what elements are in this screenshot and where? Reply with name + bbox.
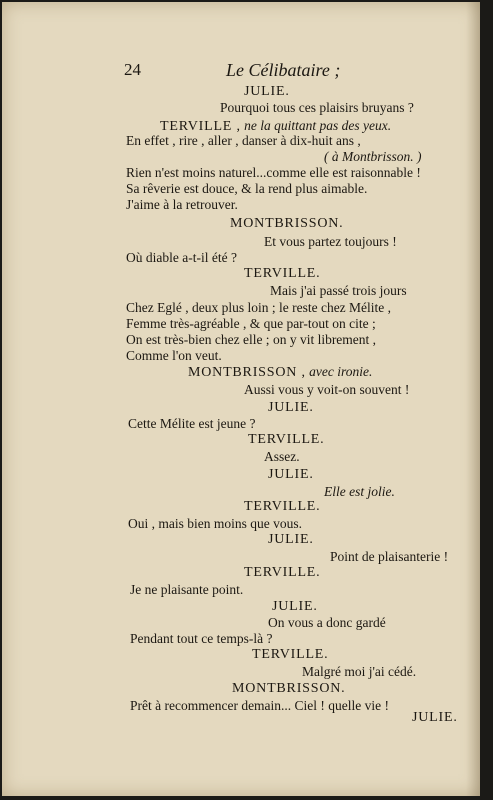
verse-line: Sa rêverie est douce, & la rend plus aimable. [126,181,368,196]
page-edge-shadow [466,2,480,796]
stage-direction: ne la quittant pas des yeux. [240,118,392,133]
speaker-name: JULIE. [268,532,314,547]
verse-line: Prêt à recommencer demain... Ciel ! quelle vie ! [130,698,390,713]
speaker-name: TERVILLE. [244,565,321,580]
page-number: 24 [124,60,141,79]
verse-line: Pendant tout ce temps-là ? [130,631,273,646]
speaker-name: TERVILLE. [252,647,329,662]
verse-line: On est très-bien chez elle ; on y vit librement , [126,332,377,347]
verse-line: Je ne plaisante point. [130,582,244,597]
speaker-name: MONTBRISSON , [188,365,306,380]
stage-direction: ( à Montbrisson. ) [324,149,422,164]
book-page [2,2,480,796]
running-title: Le Célibataire ; [226,60,341,80]
verse-line: Où diable a-t-il été ? [126,250,237,265]
verse-line: Rien n'est moins naturel...comme elle est raisonnable ! [126,165,421,180]
speaker-name: TERVILLE. [244,499,321,514]
verse-line: Elle est jolie. [324,484,395,499]
verse-line: On vous a donc gardé [268,615,386,630]
verse-line: Malgré moi j'ai cédé. [302,664,417,679]
verse-line: Assez. [264,449,300,464]
verse-line: Comme l'on veut. [126,348,222,363]
speaker-name: TERVILLE. [244,266,321,281]
speaker-name: TERVILLE , [160,119,241,134]
verse-line: En effet , rire , aller , danser à dix-huit ans , [126,133,361,148]
speaker-name: JULIE. [244,84,290,99]
catchword: JULIE. [412,710,458,725]
verse-line: Aussi vous y voit-on souvent ! [244,382,410,397]
verse-line: Et vous partez toujours ! [264,234,397,249]
stage-direction: avec ironie. [305,364,373,379]
verse-line: Oui , mais bien moins que vous. [128,516,302,531]
verse-line: Chez Eglé , deux plus loin ; le reste chez Mélite , [126,300,392,315]
verse-line: Mais j'ai passé trois jours [270,283,407,298]
speaker-with-direction [188,364,372,381]
verse-line: Pourquoi tous ces plaisirs bruyans ? [220,100,414,115]
verse-line: J'aime à la retrouver. [126,197,238,212]
speaker-name: TERVILLE. [248,432,325,447]
speaker-name: JULIE. [268,400,314,415]
speaker-name: MONTBRISSON. [232,681,346,696]
verse-line: Point de plaisanterie ! [330,549,449,564]
speaker-name: JULIE. [272,599,318,614]
speaker-name: JULIE. [268,467,314,482]
speaker-name: MONTBRISSON. [230,216,344,231]
verse-line: Femme très-agréable , & que par-tout on cite ; [126,316,376,331]
verse-line: Cette Mélite est jeune ? [128,416,256,431]
